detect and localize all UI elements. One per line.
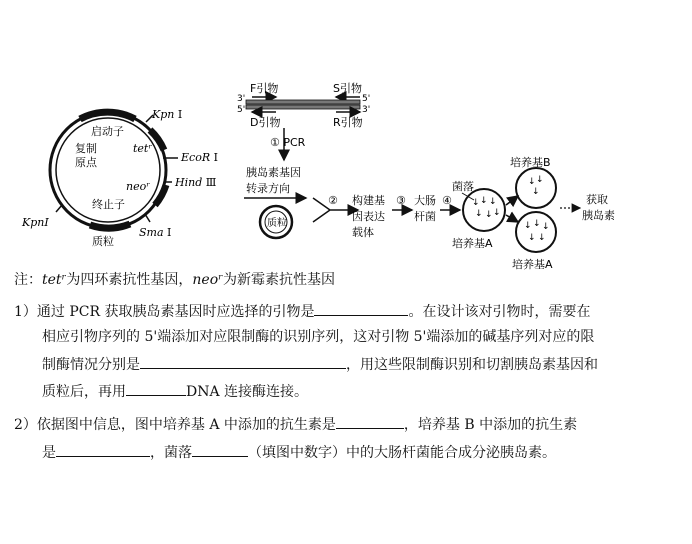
sma-tick xyxy=(145,214,150,222)
end-5-left: 5' xyxy=(237,105,246,115)
s-primer-label: S引物 xyxy=(333,82,362,95)
origin-label-1: 复制 xyxy=(75,142,97,155)
colony-dot: ↓ xyxy=(538,233,546,243)
build-vector-2: 因表达 xyxy=(352,210,385,223)
hind-label: Hind Ⅲ xyxy=(175,176,217,189)
neo-label: neoʳ xyxy=(126,180,151,193)
q1-text-b: 。在设计该对引物时，需要在 xyxy=(408,304,591,320)
kpn-top-label: Kpn I xyxy=(152,108,183,121)
f-primer-label: F引物 xyxy=(250,82,279,95)
q2-text-a: 2）依据图中信息，图中培养基 A 中添加的抗生素是 xyxy=(14,417,336,433)
obtain-label-1: 获取 xyxy=(586,193,608,206)
q2-text-d: ，菌落 xyxy=(150,445,192,461)
note-end: 为新霉素抗性基因 xyxy=(223,272,335,288)
origin-label-2: 原点 xyxy=(75,156,97,169)
q2-text-b: ，培养基 B 中添加的抗生素 xyxy=(403,417,578,433)
answer-blank-antibiotic-b[interactable] xyxy=(56,442,150,457)
question1-line1 xyxy=(14,301,590,322)
insulin-gene-label: 胰岛素基因 xyxy=(246,166,301,179)
colony-dot: ↓ xyxy=(475,209,483,219)
ecoli-label-1: 大肠 xyxy=(414,194,436,207)
note-line xyxy=(14,270,335,290)
colony-dot: ↓ xyxy=(524,221,532,231)
answer-blank-ligase[interactable] xyxy=(126,381,186,396)
colony-dot: ↓ xyxy=(542,222,550,232)
end-3-left: 3' xyxy=(237,94,246,104)
colonies-dish-a-left xyxy=(472,196,501,220)
q1-text-c: 制酶情况分别是 xyxy=(42,357,140,373)
note-neo: neoʳ xyxy=(192,272,223,288)
dna-strand-bottom xyxy=(246,105,360,109)
colonies-dish-a-bottom xyxy=(524,219,550,243)
build-vector-3: 载体 xyxy=(352,226,374,239)
colonies-dish-b xyxy=(528,175,544,197)
colony-dot: ↓ xyxy=(528,233,536,243)
workflow xyxy=(313,155,615,271)
note-mid: 为四环素抗性基因， xyxy=(66,272,193,288)
answer-blank-antibiotic-a[interactable] xyxy=(336,414,404,429)
question1-line3 xyxy=(42,354,598,375)
kpn-bottom-label: KpnI xyxy=(22,216,49,229)
petri-dish-a-bottom xyxy=(516,212,556,252)
pcr-template xyxy=(237,81,370,238)
question1-line4 xyxy=(42,381,308,402)
answer-blank-enzymes[interactable] xyxy=(140,354,346,369)
step4-label: ④ xyxy=(442,194,452,207)
plasmid-map xyxy=(21,108,218,248)
end-5-right: 5' xyxy=(362,94,371,104)
obtain-label-2: 胰岛素 xyxy=(582,209,615,222)
pcr-step-label: ① PCR xyxy=(270,136,306,149)
terminator-segment xyxy=(90,224,130,228)
q1-text-f: DNA 连接酶连接。 xyxy=(186,384,309,400)
d-primer-label: D引物 xyxy=(250,116,281,129)
note-tet: tetʳ xyxy=(42,272,67,288)
q1-text-a: 1）通过 PCR 获取胰岛素基因时应选择的引物是 xyxy=(14,304,315,320)
colony-dot: ↓ xyxy=(485,210,493,220)
medium-a-bottom-label: 培养基A xyxy=(512,258,553,271)
build-vector-1: 构建基 xyxy=(352,194,385,207)
sma-label: Sma I xyxy=(139,226,172,239)
ecor-label: EcoR I xyxy=(181,151,218,164)
colony-dot: ↓ xyxy=(493,208,501,218)
tet-label: tetʳ xyxy=(133,142,153,155)
medium-a-left-label: 培养基A xyxy=(452,237,493,250)
plasmid-label: 质粒 xyxy=(92,235,114,248)
promoter-label: 启动子 xyxy=(91,125,124,138)
answer-blank-colony[interactable] xyxy=(192,442,248,457)
kpn-bottom-tick xyxy=(56,205,62,212)
branch-down xyxy=(506,215,518,222)
small-plasmid-label: 质粒 xyxy=(267,218,287,229)
transcription-direction-label: 转录方向 xyxy=(246,182,290,195)
end-3-right: 3' xyxy=(362,105,371,115)
colony-dot: ↓ xyxy=(533,219,541,229)
answer-blank-primers[interactable] xyxy=(314,301,408,316)
q1-text-line2: 相应引物序列的 5'端添加对应限制酶的识别序列，这对引物 5'端添加的碱基序列对应的限 xyxy=(42,329,595,345)
question2-line1 xyxy=(14,414,577,435)
q1-text-d: ，用这些限制酶识别和切割胰岛素基因和 xyxy=(346,357,598,373)
colony-dot: ↓ xyxy=(536,175,544,185)
q2-text-e: （填图中数字）中的大肠杆菌能合成分泌胰岛素。 xyxy=(248,445,556,461)
colony-dot: ↓ xyxy=(528,177,536,187)
step3-label: ③ xyxy=(396,194,406,207)
colony-dot: ↓ xyxy=(472,198,480,208)
colony-dot: ↓ xyxy=(489,197,497,207)
step2-label: ② xyxy=(328,194,338,207)
dna-strand-top xyxy=(246,100,360,104)
medium-b-label: 培养基B xyxy=(510,156,551,169)
q1-text-e: 质粒后，再用 xyxy=(42,384,126,400)
r-primer-label: R引物 xyxy=(333,116,363,129)
question2-line2 xyxy=(42,442,556,463)
colony-dot: ↓ xyxy=(480,196,488,206)
branch-up xyxy=(506,196,518,205)
colony-dot: ↓ xyxy=(532,187,540,197)
question1-line2 xyxy=(42,327,594,347)
terminator-label: 终止子 xyxy=(92,198,125,211)
q2-text-c: 是 xyxy=(42,445,56,461)
note-prefix: 注： xyxy=(14,272,42,288)
colony-label: 菌落 xyxy=(452,180,474,193)
ecoli-label-2: 杆菌 xyxy=(414,210,436,223)
